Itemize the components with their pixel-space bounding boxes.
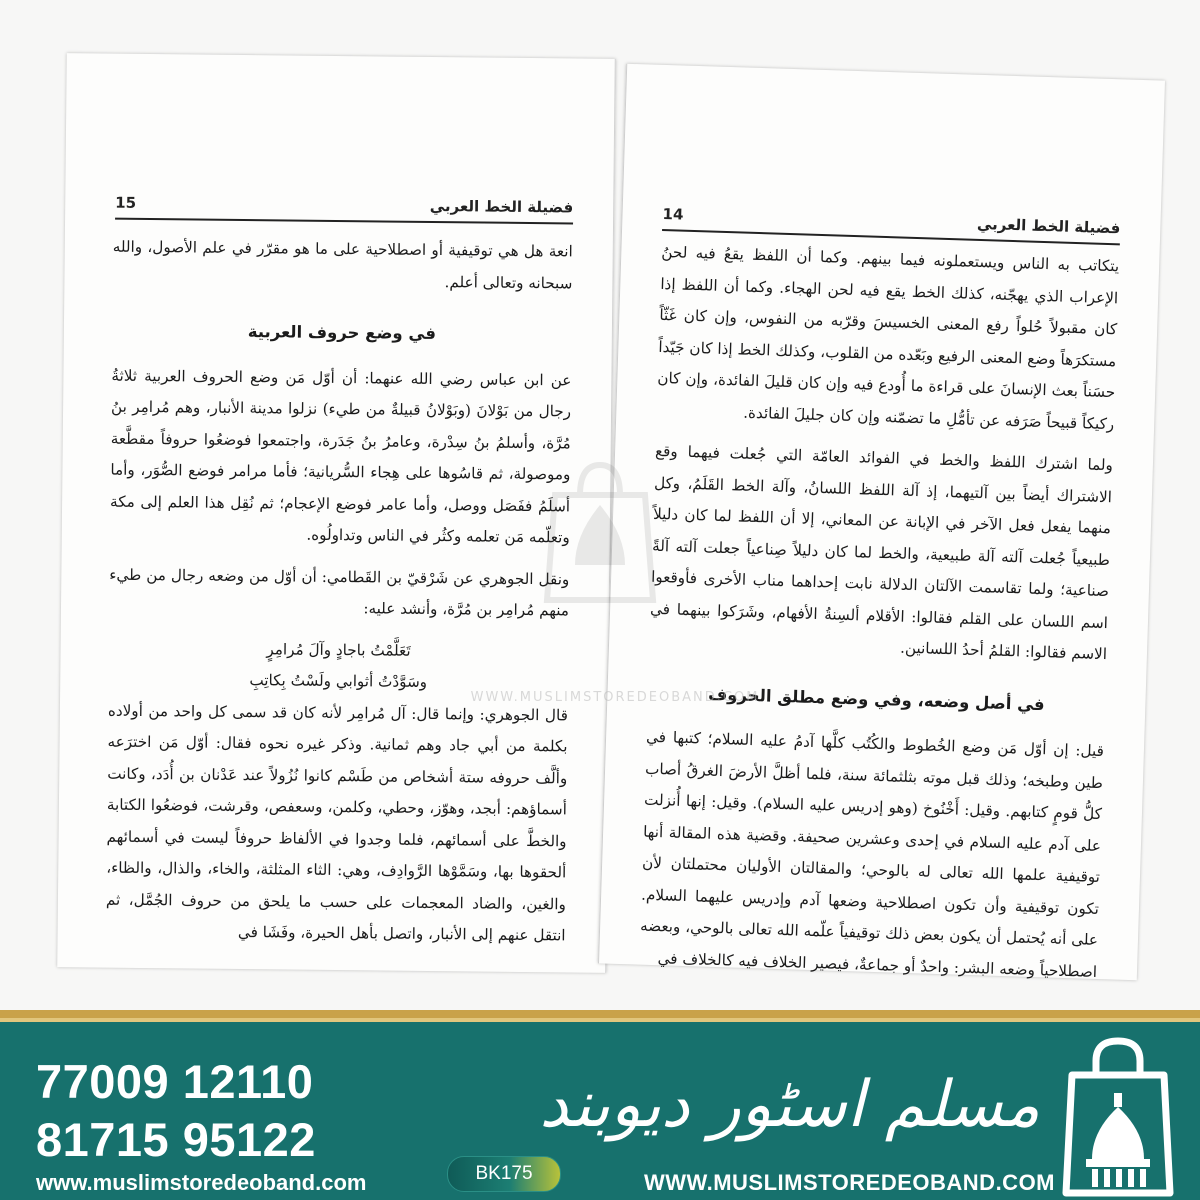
verse-line: تَعَلَّمْتُ باجادٍ وآلَ مُرامِرٍ: [266, 639, 411, 660]
phone-number-1[interactable]: 77009 12110: [36, 1055, 314, 1108]
verse-line: وسَوَّدْتُ أثوابي ولَسْتُ بِكاتِبِ: [249, 671, 428, 691]
page-body: [638, 237, 1119, 998]
page-number: 14: [662, 204, 684, 224]
page-body: [105, 232, 573, 962]
gold-stripe: [0, 1010, 1200, 1018]
paragraph: ونقل الجوهري عن شَرْقيّ بن القَطامي: أن أوّل من وضعه رجال من طيء منهم مُرامِر بن مُرَّة، وأنشد عليه:: [109, 565, 570, 620]
product-code-badge: [447, 1156, 561, 1192]
store-logo-text: مسلم اسٹور دیوبند: [539, 1068, 1040, 1142]
store-banner: [0, 1010, 1200, 1200]
running-header: [662, 195, 1121, 245]
section-heading: في أصل وضعه، وفي وضع مطلق الحروف: [707, 684, 1045, 714]
paragraph: يتكاتب به الناس ويستعملونه فيما بينهم. وكما أن اللفظ يقعُ فيه لحنُ الإعراب الذي يهجّنه، كذلك الخط يقع فيه لحن الهجاء. وكما أن اللفظ إذا كان مقبولاً حُلواً رفع المعنى الخسيسَ وقرّبه من النفوس، وإن كان غَثّاً مستكرَهاً وضع المعنى الرفيع وبَعّده من القلوب، وكذلك الخط إذا كان جَيّداً حسَناً بعث الإنسانَ على قراءة ما أُودع فيه وإن كان قليلَ الفائدة، وإن كان ركيكاً قبيحاً صَرَفه عن تأمُّلِ ما تضمّنه وإن كان جليلَ الفائدة.: [657, 242, 1120, 433]
watermark-text: WWW.MUSLIMSTOREDEOBAND.COM: [470, 690, 760, 705]
phone-number-2[interactable]: 81715 95122: [36, 1113, 316, 1166]
shopping-bag-mosque-icon: [1062, 1035, 1174, 1197]
paragraph: قيل: إن أوّل مَن وضع الخُطوط والكُتُب كلَّها آدمُ عليه السلام؛ كتبها في طين وطبخه؛ وذلك قبل موته بثلثمائة سنة، فلما أظلَّ الأرضَ الغرقُ أصاب كلُّ قومٍ كتابهم. وقيل: أَخْنُوخ (وهو إدريس عليه السلام). وقيل: إنها أُنزلت على آدم عليه السلام في إحدى وعشرين صحيفة. وقضية هذه المقالة أنها توقيفية علمها الله تعالى له بالوحي؛ والمقالتان الأوليان محتملتان لأن تكون توقيفية وأن تكون اصطلاحية وضعها آدم وإدريس عليهما السلام. على أنه يُحتمل أن يكون بعض ذلك توقيفياً علّمه الله تعالى بالوحي، وبعضه اصطلاحياً وضعه البشر: واحدٌ أو جماعةٌ، فيصير الخلاف فيه كالخلاف في: [639, 727, 1105, 981]
page-number: 15: [115, 193, 137, 212]
section-heading: في وضع حروف العربية: [247, 322, 437, 344]
right-page: [598, 64, 1165, 980]
running-header: [115, 184, 573, 225]
paragraph: ولما اشترك اللفظ والخط في الفوائد العامّة التي جُعلت فيهما وقع الاشتراك أيضاً بين آلتيهما، إذ آلة اللفظ اللسانُ، وآلة الخط القَلَمُ، وكل منهما يفعل فعل الآخر في الإبانة عن المعاني، إلا أن اللفظ لما كان دليلاً طبيعياً جُعلت آلته آلة طبيعية، والخط لما كان دليلاً صِناعياً جعلت آلته آلةً صناعية؛ ولما تقاسمت الآلتان الدلالة نابت إحداهما مناب الأخرى فأوقعوا اسم اللسان على القلم فقالوا: الأقلام ألسِنةُ الأفهام، وشَرَكوا بينهما في الاسم فقالوا: القلمُ أحدُ اللسانين.: [649, 441, 1114, 664]
website-link[interactable]: WWW.MUSLIMSTOREDEOBAND.COM: [644, 1170, 1056, 1195]
paragraph: عن ابن عباس رضي الله عنهما: أن أوّل مَن وضع الحروف العربية ثلاثةُ رجال من بَوْلانَ (وبَوْلانُ قبيلةٌ من طيء) نزلوا مدينة الأنبار، وهم مُرامِر بنُ مُرَّة، وأسلمُ بنُ سِدْرة، وعامرُ بنُ جَدَرة، واجتمعوا فوضعُوا حروفاً مقطَّعة وموصولة، ثم قاسُوها على هِجاء السُّريانية؛ فأما مرامر فوضع الصُّوَر، وأما أسلَمُ ففَصَل ووصل، وأما عامر فوضع الإعجام؛ ثم نُقِل هذا العلم إلى مكة وتعلّمه مَن تعلمه وكثُر في الناس وتداولُوه.: [110, 366, 572, 547]
store-watermark-icon: [535, 455, 665, 605]
paragraph: انعة هل هي توقيفية أو اصطلاحية على ما هو مقرّر في علم الأصول، والله سبحانه وتعالى أعلم.: [112, 237, 573, 292]
left-page: [57, 53, 616, 973]
running-title: فضيلة الخط العربي: [976, 214, 1121, 238]
paragraph: قال الجوهري: وإنما قال: آل مُرامِر لأنه كان قد سمى كل واحد من أولاده بكلمة من أبي جاد وهم ثمانية. وذكر غيره نحوه فقال: أوّل مَن اخترَعه وألَّف حروفه ستة أشخاص من طَسْم كانوا نُزُولاً عند عَدْنان بن أُدَد، وكانت أسماؤهم: أبجد، وهوّز، وحطي، وكلمن، وسعفص، وقرشت، فوضعُوا الكتابة والخطَّ على أسمائهم، فلما وجدوا في الألفاظ حروفاً ليست في أسمائهم ألحقوها بها، وسَمَّوْها الرَّوادِف، وهي: الثاء المثلثة، والخاء، والذال، والظاء، والغين، والضاد المعجمات على حسب ما يلحق من حروف الجُمَّل، ثم انتقل عنهم إلى الأنبار، واتصل بأهل الحيرة، وفَشَا في: [105, 701, 568, 945]
website-link[interactable]: www.muslimstoredeoband.com: [36, 1170, 367, 1195]
running-title: فضيلة الخط العربي: [429, 196, 574, 217]
gold-stripe: [0, 1018, 1200, 1022]
product-code: BK175: [475, 1163, 533, 1184]
